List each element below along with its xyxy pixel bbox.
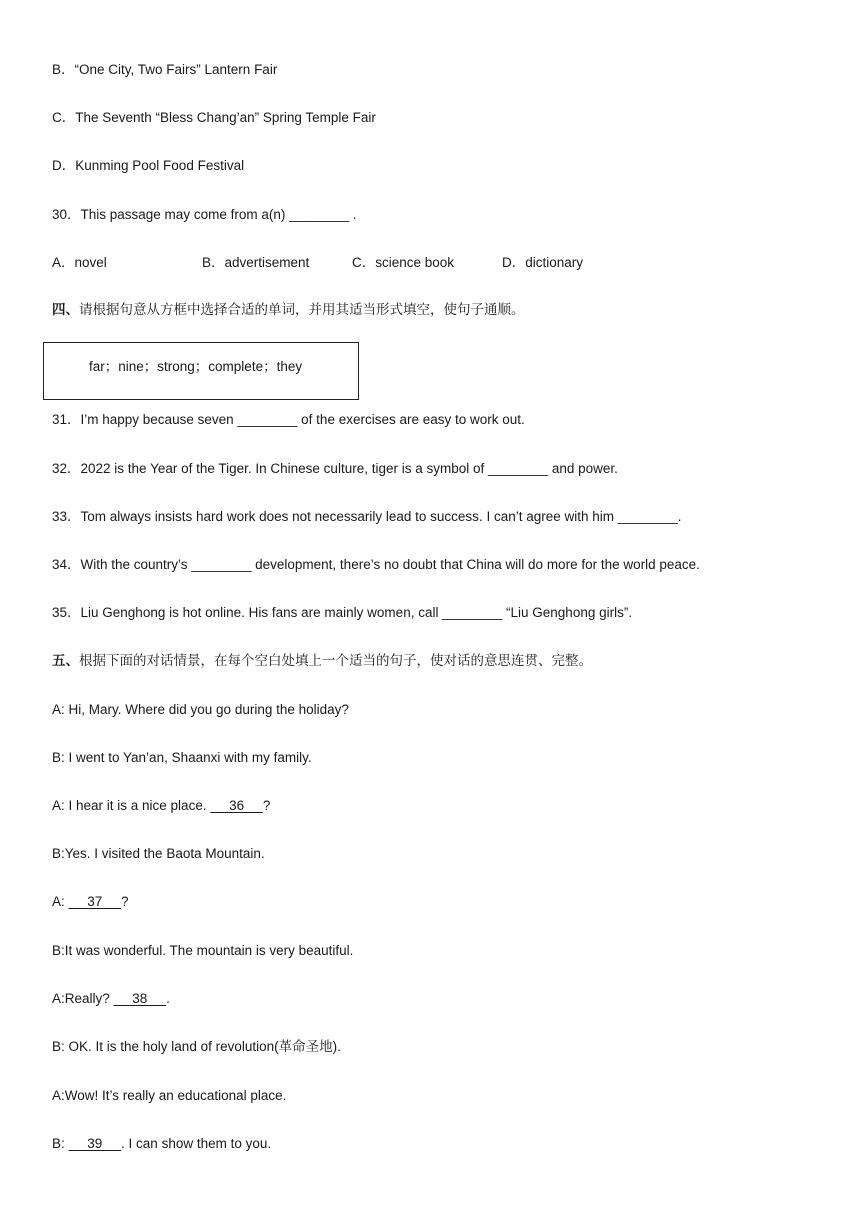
blank-38: 38 [113,991,167,1006]
question-31: 31．I’m happy because seven ________ of the exercises are easy to work out. [52,412,525,427]
dialogue-text: . [166,991,170,1006]
q30-option-a: A．novel [52,255,107,270]
question-33: 33．Tom always insists hard work does not necessarily lead to success. I can’t agree with him ________. [52,509,682,524]
dialogue-text: A: Hi, Mary. Where did you go during the holiday? [52,702,349,717]
section-4-title: 请根据句意从方框中选择合适的单词，并用其适当形式填空，使句子通顺。 [79,302,525,318]
dialogue-line [52,942,353,960]
section-4-heading [52,301,525,319]
dialogue-line [52,893,129,911]
q30-option-d: D．dictionary [502,255,584,270]
question-32: 32．2022 is the Year of the Tiger. In Chinese culture, tiger is a symbol of ________ and power. [52,461,618,476]
section-5-number: 五、 [52,653,79,669]
section-4-number: 四、 [52,302,79,318]
dialogue-text: B: I went to Yan’an, Shaanxi with my family. [52,750,312,765]
dialogue-line [52,749,312,767]
blank-39: 39 [68,1136,122,1151]
dialogue-text: A: I hear it is a nice place. [52,798,211,813]
dialogue-text: B:It was wonderful. The mountain is very beautiful. [52,943,354,958]
q29-option-c: C．The Seventh “Bless Chang’an” Spring Temple Fair [52,110,376,125]
blank-37: 37 [68,894,122,909]
dialogue-text: A:Really? [52,991,114,1006]
dialogue-line [52,1087,286,1105]
dialogue-text: B: OK. It is the holy land of revolution(革命圣地). [52,1039,341,1054]
dialogue-text: A: [52,894,69,909]
word-box-words: far；nine；strong；complete；they [89,359,303,374]
section-5-title: 根据下面的对话情景，在每个空白处填上一个适当的句子，使对话的意思连贯、完整。 [79,653,592,669]
dialogue-text: ? [262,798,271,813]
q30-option-b: B．advertisement [202,255,310,270]
dialogue-line [52,701,349,719]
question-34: 34．With the country’s ________ development, there’s no doubt that China will do more for the world peace. [52,557,700,572]
dialogue-text: B:Yes. I visited the Baota Mountain. [52,846,265,861]
dialogue-text: B: [52,1136,69,1151]
q29-option-b: B．“One City, Two Fairs” Lantern Fair [52,62,278,77]
dialogue-text: . I can show them to you. [121,1136,272,1151]
dialogue-line [52,845,265,863]
q30-option-c: C．science book [352,255,455,270]
dialogue-line [52,797,270,815]
question-30: 30．This passage may come from a(n) ________ . [52,207,357,222]
dialogue-text: ? [121,894,129,909]
dialogue-line [52,990,170,1008]
dialogue-line [52,1038,341,1056]
section-5-heading [52,652,592,670]
question-35: 35．Liu Genghong is hot online. His fans are mainly women, call ________ “Liu Genghong girls”. [52,605,633,620]
q29-option-d: D．Kunming Pool Food Festival [52,158,245,173]
blank-36: 36 [210,798,263,813]
word-box [43,342,359,400]
dialogue-text: A:Wow! It’s really an educational place. [52,1088,287,1103]
dialogue-line [52,1135,271,1153]
